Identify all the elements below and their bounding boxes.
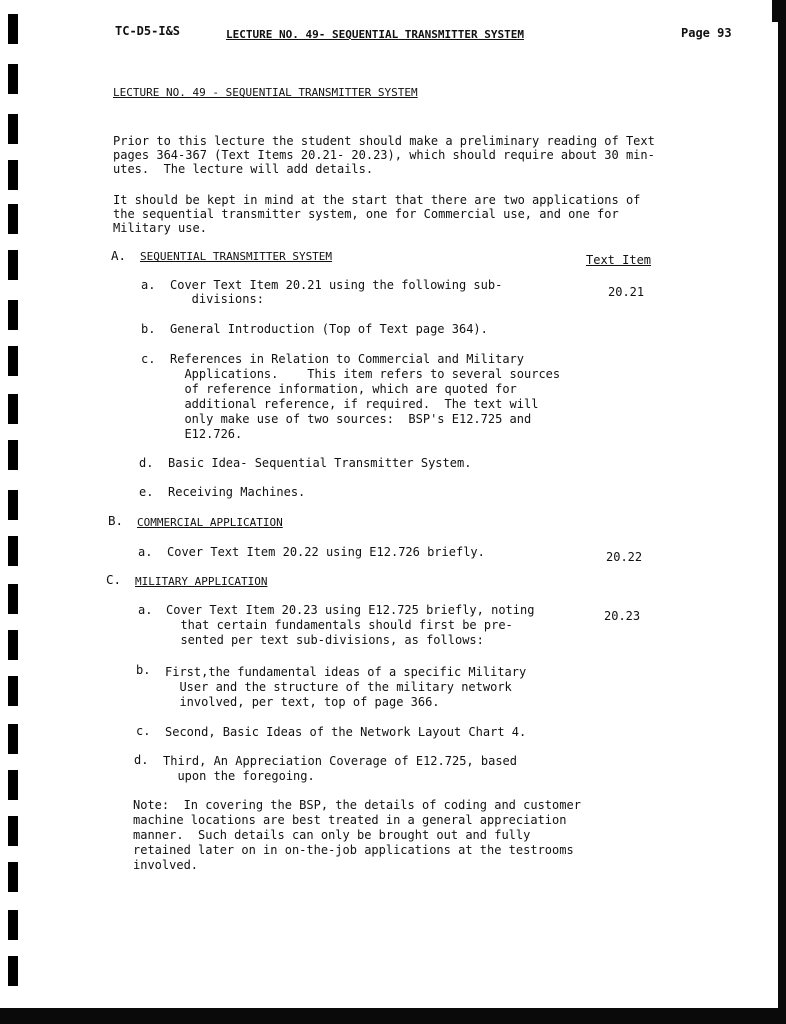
text-line: divisions: [170,292,264,306]
punch-hole [8,204,18,234]
text-line: Cover Text Item 20.22 using E12.726 briefly. [167,545,485,559]
text-line: manner. Such details can only be brought out and fully [133,828,531,842]
punch-hole [8,300,18,330]
punch-hole [8,250,18,280]
punch-hole [8,64,18,94]
text-line: additional reference, if required. The text will [170,397,539,411]
punch-hole [8,394,18,424]
text-line: utes. The lecture will add details. [113,162,374,176]
punch-hole [8,14,18,44]
punch-hole [8,676,18,706]
item-letter: a. [138,603,153,617]
section-c-title: MILITARY APPLICATION [135,575,268,588]
item-letter: c. [141,352,156,366]
text-item-ref: 20.22 [606,550,643,564]
text-line: involved. [133,858,199,872]
text-line: First,the fundamental ideas of a specific Military [165,665,527,679]
text-line: User and the structure of the military network [165,680,512,694]
binding-strip [0,0,30,1010]
item-letter: b. [141,322,156,336]
punch-hole [8,440,18,470]
scan-edge-right [778,0,786,1024]
punch-hole [8,114,18,144]
item-letter: e. [139,485,154,499]
text-line: pages 364-367 (Text Items 20.21- 20.23), which should require about 30 min- [113,148,655,162]
punch-hole [8,862,18,892]
item-letter: d. [139,456,154,470]
text-line: only make use of two sources: BSP's E12.725 and [170,412,532,426]
text-line: Prior to this lecture the student should make a preliminary reading of Text [113,134,655,148]
punch-hole [8,816,18,846]
text-line: Cover Text Item 20.21 using the following sub- [170,278,503,292]
text-line: Note: In covering the BSP, the details of coding and customer [133,798,581,812]
text-line: involved, per text, top of page 366. [165,695,440,709]
section-b-letter: B. [108,513,124,528]
punch-hole [8,584,18,614]
text-line: Cover Text Item 20.23 using E12.725 briefly, noting [166,603,535,617]
punch-hole [8,724,18,754]
item-letter: a. [141,278,156,292]
scan-edge-bottom [0,1008,786,1024]
text-item-ref: 20.21 [608,285,645,299]
item-letter: a. [138,545,153,559]
text-line: Applications. This item refers to several sources [170,367,561,381]
text-line: E12.726. [170,427,243,441]
text-line: General Introduction (Top of Text page 364). [170,322,488,336]
text-line: retained later on in on-the-job applications at the testrooms [133,843,574,857]
punch-hole [8,490,18,520]
text-line: Basic Idea- Sequential Transmitter System. [168,456,472,470]
punch-hole [8,630,18,660]
text-line: machine locations are best treated in a general appreciation [133,813,567,827]
item-letter: b. [136,663,151,677]
text-line: upon the foregoing. [163,769,315,783]
text-item-heading: Text Item [586,253,652,267]
text-line: Second, Basic Ideas of the Network Layout Chart 4. [165,725,527,739]
punch-hole [8,910,18,940]
punch-hole [8,770,18,800]
punch-hole [8,536,18,566]
header-doc-id: TC-D5-I&S [115,24,181,38]
text-line: Third, An Appreciation Coverage of E12.725, based [163,754,518,768]
text-line: that certain fundamentals should first be pre- [166,618,513,632]
section-b-title: COMMERCIAL APPLICATION [137,516,283,529]
punch-hole [8,956,18,986]
text-line: sented per text sub-divisions, as follows: [166,633,484,647]
scan-edge-corner [772,0,786,22]
section-a-letter: A. [111,248,127,263]
lecture-title: LECTURE NO. 49 - SEQUENTIAL TRANSMITTER SYSTEM [113,86,418,99]
text-item-ref: 20.23 [604,609,641,623]
section-c-letter: C. [106,572,122,587]
punch-hole [8,160,18,190]
item-letter: c. [136,724,151,738]
page-number: Page 93 [681,26,732,40]
header-title: LECTURE NO. 49- SEQUENTIAL TRANSMITTER SYSTEM [226,28,525,41]
punch-hole [8,346,18,376]
text-line: It should be kept in mind at the start that there are two applications of [113,193,641,207]
text-line: Receiving Machines. [168,485,306,499]
section-a-title: SEQUENTIAL TRANSMITTER SYSTEM [140,250,333,263]
text-line: References in Relation to Commercial and Military [170,352,525,366]
item-letter: d. [134,753,149,767]
text-line: the sequential transmitter system, one for Commercial use, and one for [113,207,619,221]
text-line: Military use. [113,221,207,235]
text-line: of reference information, which are quoted for [170,382,517,396]
